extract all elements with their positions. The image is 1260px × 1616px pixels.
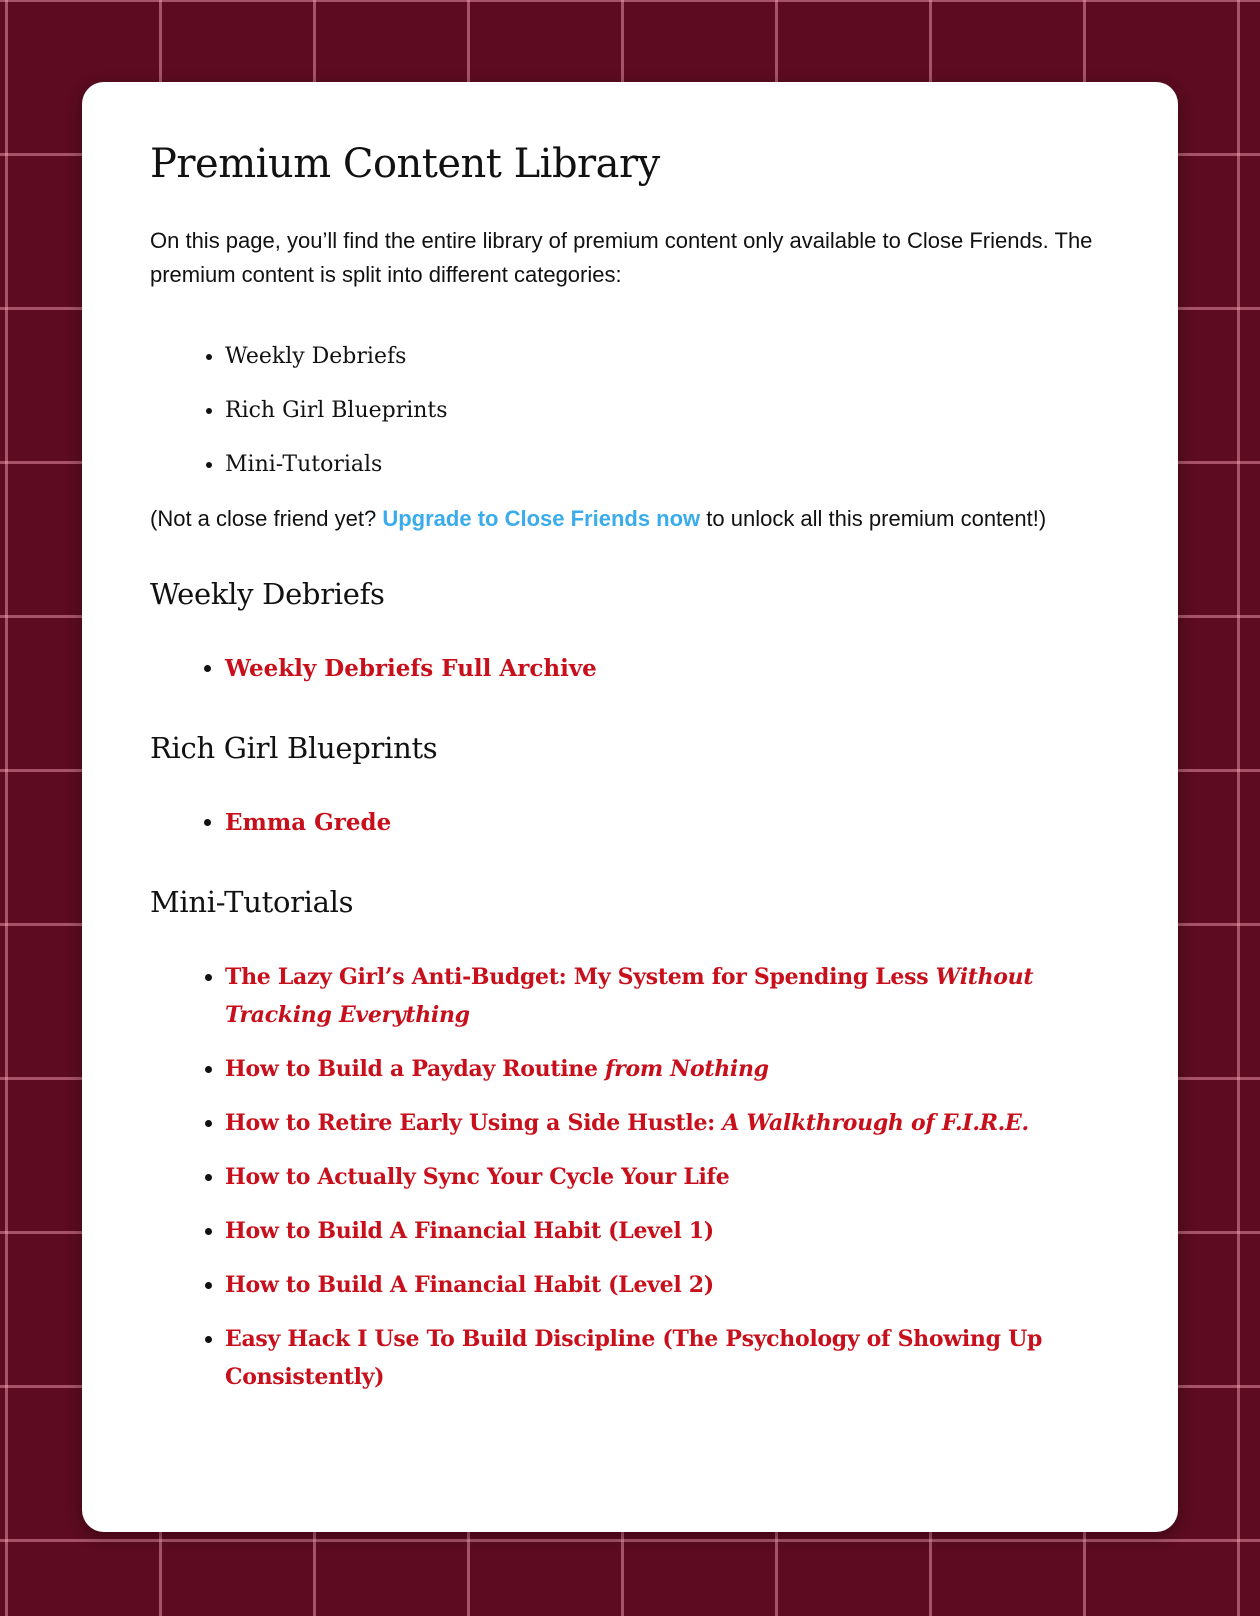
upgrade-suffix: to unlock all this premium content!) [700,506,1047,531]
tutorial-title-italic: A Walkthrough of F.I.R.E. [722,1110,1029,1136]
tutorial-title: The Lazy Girl’s Anti-Budget: My System for Spending Less [225,964,936,990]
list-item [225,1266,1110,1304]
blueprints-list [150,804,1110,842]
weekly-debriefs-list [150,650,1110,688]
section-heading-rich-girl-blueprints: Rich Girl Blueprints [150,731,438,765]
upgrade-note [150,502,1110,536]
tutorial-title: How to Build A Financial Habit (Level 1) [225,1218,714,1244]
list-item [225,958,1110,1034]
tutorial-title-italic: from Nothing [605,1056,769,1082]
list-item [225,1320,1110,1396]
category-item: • Rich Girl Blueprints [225,394,1110,428]
tutorial-link-anti-budget[interactable] [225,964,1033,1028]
tutorial-title: Easy Hack I Use To Build Discipline (The Psychology of Showing Up Consistently) [225,1326,1043,1390]
tutorial-link-financial-habit-1[interactable] [225,1218,714,1244]
tutorial-title-italic: Without Tracking Everything [225,964,1034,1028]
tutorial-title: How to Actually Sync Your Cycle Your Life [225,1164,730,1190]
tutorial-link-retire-early[interactable] [225,1110,1029,1136]
category-item: • Weekly Debriefs [225,340,1110,374]
intro-text: On this page, you’ll find the entire library of premium content only available to Close Friends. The premium content is split into different categories: [150,228,1093,287]
section-heading-mini-tutorials: Mini-Tutorials [150,885,354,919]
weekly-debriefs-archive-link[interactable]: Weekly Debriefs Full Archive [225,655,597,682]
content-card [82,82,1178,1532]
tutorial-link-financial-habit-2[interactable] [225,1272,714,1298]
list-item [225,1104,1110,1142]
category-item: • Mini-Tutorials [225,448,1110,482]
mini-tutorials-list [150,958,1110,1396]
tutorial-title: How to Build a Payday Routine [225,1056,606,1082]
tutorial-link-discipline[interactable] [225,1326,1042,1390]
section-heading-weekly-debriefs: Weekly Debriefs [150,577,385,611]
page-title: Premium Content Library [150,141,660,187]
list-item [225,1050,1110,1088]
upgrade-link[interactable]: Upgrade to Close Friends now [382,506,701,531]
tutorial-link-sync-cycle[interactable] [225,1164,729,1190]
category-list [150,340,1110,482]
tutorial-link-payday-routine[interactable] [225,1056,769,1082]
list-item [225,650,1110,688]
tutorial-title: How to Build A Financial Habit (Level 2) [225,1272,714,1298]
list-item [225,1212,1110,1250]
upgrade-prefix: (Not a close friend yet? [150,506,383,531]
emma-grede-link[interactable]: Emma Grede [225,809,392,836]
list-item [225,804,1110,842]
tutorial-title: How to Retire Early Using a Side Hustle: [225,1110,723,1136]
list-item [225,1158,1110,1196]
